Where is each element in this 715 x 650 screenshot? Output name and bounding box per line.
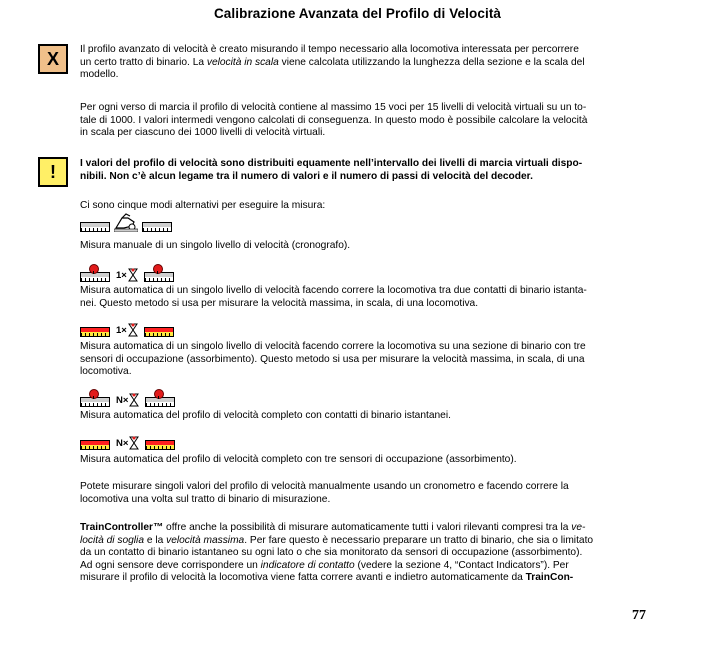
hourglass-icon	[129, 436, 139, 450]
hand-stopwatch-icon	[114, 212, 138, 232]
mode3-icons	[80, 317, 174, 337]
intro-paragraph-1: Il profilo avanzato di velocità è creato misurando il tempo necessario alla locomotiva interessata per percorrere un certo tratto di binario. La velocità in scala viene calcolata utilizzando la lunghezza della sezione e la scala del modello.	[80, 44, 585, 80]
multiplier-label: 1×	[116, 323, 138, 337]
manual-measure-paragraph: Potete misurare singoli valori del profilo di velocità manualmente usando un cronometro e facendo correre la locomotiva una volta sul tratto di binario di misurazione.	[80, 481, 569, 505]
mode2-icons	[80, 262, 174, 282]
mode4-text: Misura automatica del profilo di velocità completo con contatti di binario istantanei.	[80, 410, 451, 421]
track-icon	[80, 222, 110, 232]
occupancy-track-icon	[144, 327, 174, 337]
intro-paragraph-2: Per ogni verso di marcia il profilo di velocità contiene al massimo 15 voci per 15 livelli di velocità virtuali su un to- tale di 1000. I valori intermedi vengono calcolati di conseguenza. In questo modo è possibile calcolare la velocità in scala per ciascuno dei 1000 livelli di velocità virtuali.	[80, 102, 588, 138]
mode5-icons	[80, 430, 175, 450]
contact-track-icon	[144, 272, 174, 282]
contact-track-icon	[80, 397, 110, 407]
multiplier-label: 1×	[116, 268, 138, 282]
mode1-icons	[80, 212, 172, 232]
page-number: 77	[632, 608, 646, 623]
occupancy-track-icon	[80, 327, 110, 337]
hourglass-icon	[128, 268, 138, 282]
mode4-icons	[80, 387, 175, 407]
occupancy-track-icon	[145, 440, 175, 450]
track-icon	[142, 222, 172, 232]
warning-paragraph: I valori del profilo di velocità sono distribuiti equamente nell’intervallo dei livelli di marcia virtuali dispo- nibili. Non c’è alcun legame tra il numero di valori e il numero di passi di velocità del decoder.	[80, 158, 583, 182]
occupancy-track-icon	[80, 440, 110, 450]
mode5-text: Misura automatica del profilo di velocità completo con tre sensori di occupazione (assorbimento).	[80, 454, 517, 465]
x-note-icon: X	[38, 44, 68, 74]
mode2-text: Misura automatica di un singolo livello di velocità facendo correre la locomotiva tra due contatti di binario istanta- nei. Questo metodo si usa per misurare la velocità massima, in scala, di una locomotiva.	[80, 285, 587, 309]
warning-icon: !	[38, 157, 68, 187]
contact-track-icon	[80, 272, 110, 282]
modes-intro: Ci sono cinque modi alternativi per eseguire la misura:	[80, 200, 326, 211]
hourglass-icon	[129, 393, 139, 407]
traincontroller-paragraph: TrainController™ offre anche la possibilità di misurare automaticamente tutti i valori rilevanti compresi tra la ve- locità di soglia e la velocità massima. Per fare questo è necessario preparare un tratto di binario, che sia o limitato da un contatto di binario istantaneo su ogni lato o che sia monitorato da sensori di occupazione (assorbimento). Ad ogni sensore deve corrispondere un indicatore di contatto (vedere la sezione 4, “Contact Indicators”). Per misurare il profilo di velocità la locomotiva viene fatta correre avanti e indietro automaticamente da TrainCon-	[80, 522, 594, 583]
page-title: Calibrazione Avanzata del Profilo di Velocità	[213, 6, 502, 21]
multiplier-label: N×	[116, 393, 139, 407]
contact-track-icon	[145, 397, 175, 407]
hourglass-icon	[128, 323, 138, 337]
multiplier-label: N×	[116, 436, 139, 450]
mode3-text: Misura automatica di un singolo livello di velocità facendo correre la locomotiva su una sezione di binario con tre sensori di occupazione (assorbimento). Questo metodo si usa per misurare la velocità massima, in scala, di una locomotiva.	[80, 341, 586, 377]
mode1-text: Misura manuale di un singolo livello di velocità (cronografo).	[80, 240, 351, 251]
